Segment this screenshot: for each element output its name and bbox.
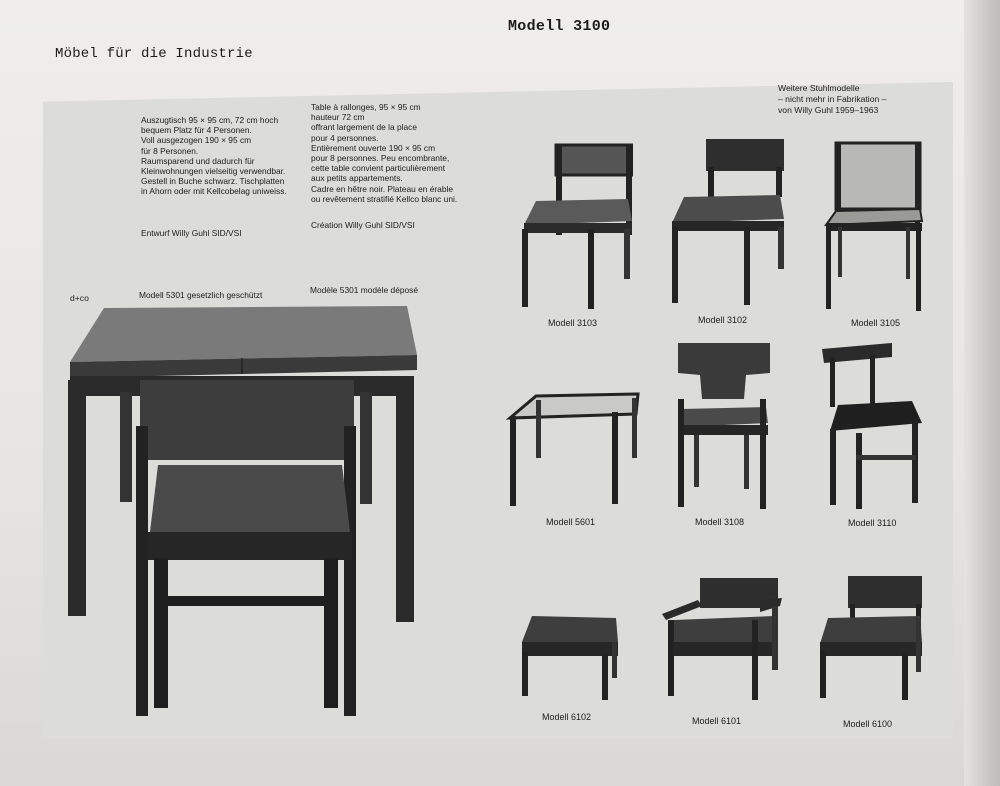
description-fr-line: hauteur 72 cm (311, 112, 365, 123)
table-5601-photo (506, 392, 642, 510)
logo-mark: d+co (70, 293, 89, 303)
description-fr-line: Cadre en hêtre noir. Plateau en érable (311, 183, 454, 194)
chair-3108-photo (672, 339, 774, 511)
page-spine-edge (964, 0, 1000, 786)
description-fr-line: Table à rallonges, 95 × 95 cm (311, 102, 421, 112)
model-5301-fr: Modèle 5301 modèle déposé (310, 285, 419, 295)
description-de (141, 115, 287, 197)
description-fr (311, 102, 457, 204)
table-5301-with-chair-photo (62, 300, 422, 725)
stool-6102-photo (518, 612, 620, 702)
description-de-line: bequem Platz für 4 Personen. (141, 125, 252, 136)
description-de-line: Gestell in Buche schwarz. Tischplatten (141, 176, 285, 187)
description-fr-line: pour 4 personnes. (311, 132, 379, 143)
credit-fr: Création Willy Guhl SID/VSI (311, 220, 415, 230)
armchair-6101-photo (660, 576, 784, 702)
description-fr-line: Entièrement ouverte 190 × 95 cm (311, 142, 436, 153)
description-fr-line: cette table convient particulièrement (311, 163, 446, 174)
further-models-line: von Willy Guhl 1959–1963 (778, 105, 879, 115)
description-fr-line: aux petits appartements. (311, 173, 403, 184)
caption-3108: Modell 3108 (695, 517, 745, 527)
lounge-chair-6100-photo (816, 574, 926, 702)
caption-6102: Modell 6102 (542, 712, 592, 722)
description-de-line: Raumsparend und dadurch für (141, 155, 255, 166)
description-de-line: Kleinwohnungen vielseitig verwendbar. (141, 166, 286, 177)
caption-3110: Modell 3110 (848, 518, 897, 528)
caption-5601: Modell 5601 (546, 517, 596, 527)
description-fr-line: ou revêtement stratifié Kellco blanc uni. (311, 193, 458, 204)
caption-3103: Modell 3103 (548, 318, 598, 328)
caption-3105: Modell 3105 (851, 318, 901, 328)
chair-3102-photo (668, 137, 786, 307)
description-de-line: Auszugtisch 95 × 95 cm, 72 cm hoch (141, 115, 279, 125)
caption-3102: Modell 3102 (698, 315, 748, 325)
further-models-line: Weitere Stuhlmodelle (778, 83, 860, 93)
description-de-line: Voll ausgezogen 190 × 95 cm (141, 135, 252, 146)
further-models-line: – nicht mehr in Fabrikation – (778, 94, 887, 104)
chair-3110-photo (822, 343, 924, 511)
caption-6101: Modell 6101 (692, 716, 742, 726)
credit-de: Entwurf Willy Guhl SID/VSI (141, 228, 242, 238)
section-title: Möbel für die Industrie (55, 46, 253, 62)
further-models-note (778, 83, 886, 116)
description-fr-line: offrant largement de la place (311, 122, 417, 133)
description-fr-line: pour 8 personnes. Peu encombrante, (311, 153, 450, 164)
caption-6100: Modell 6100 (843, 719, 893, 729)
model-5301-de: Modell 5301 gesetzlich geschützt (139, 290, 263, 300)
chair-3105-photo (822, 141, 928, 313)
description-de-line: für 8 Personen. (141, 145, 199, 156)
model-title: Modell 3100 (508, 18, 611, 35)
chair-3103-photo (518, 143, 633, 311)
description-de-line: in Ahorn oder mit Kellcobelag uniweiss. (141, 186, 287, 197)
